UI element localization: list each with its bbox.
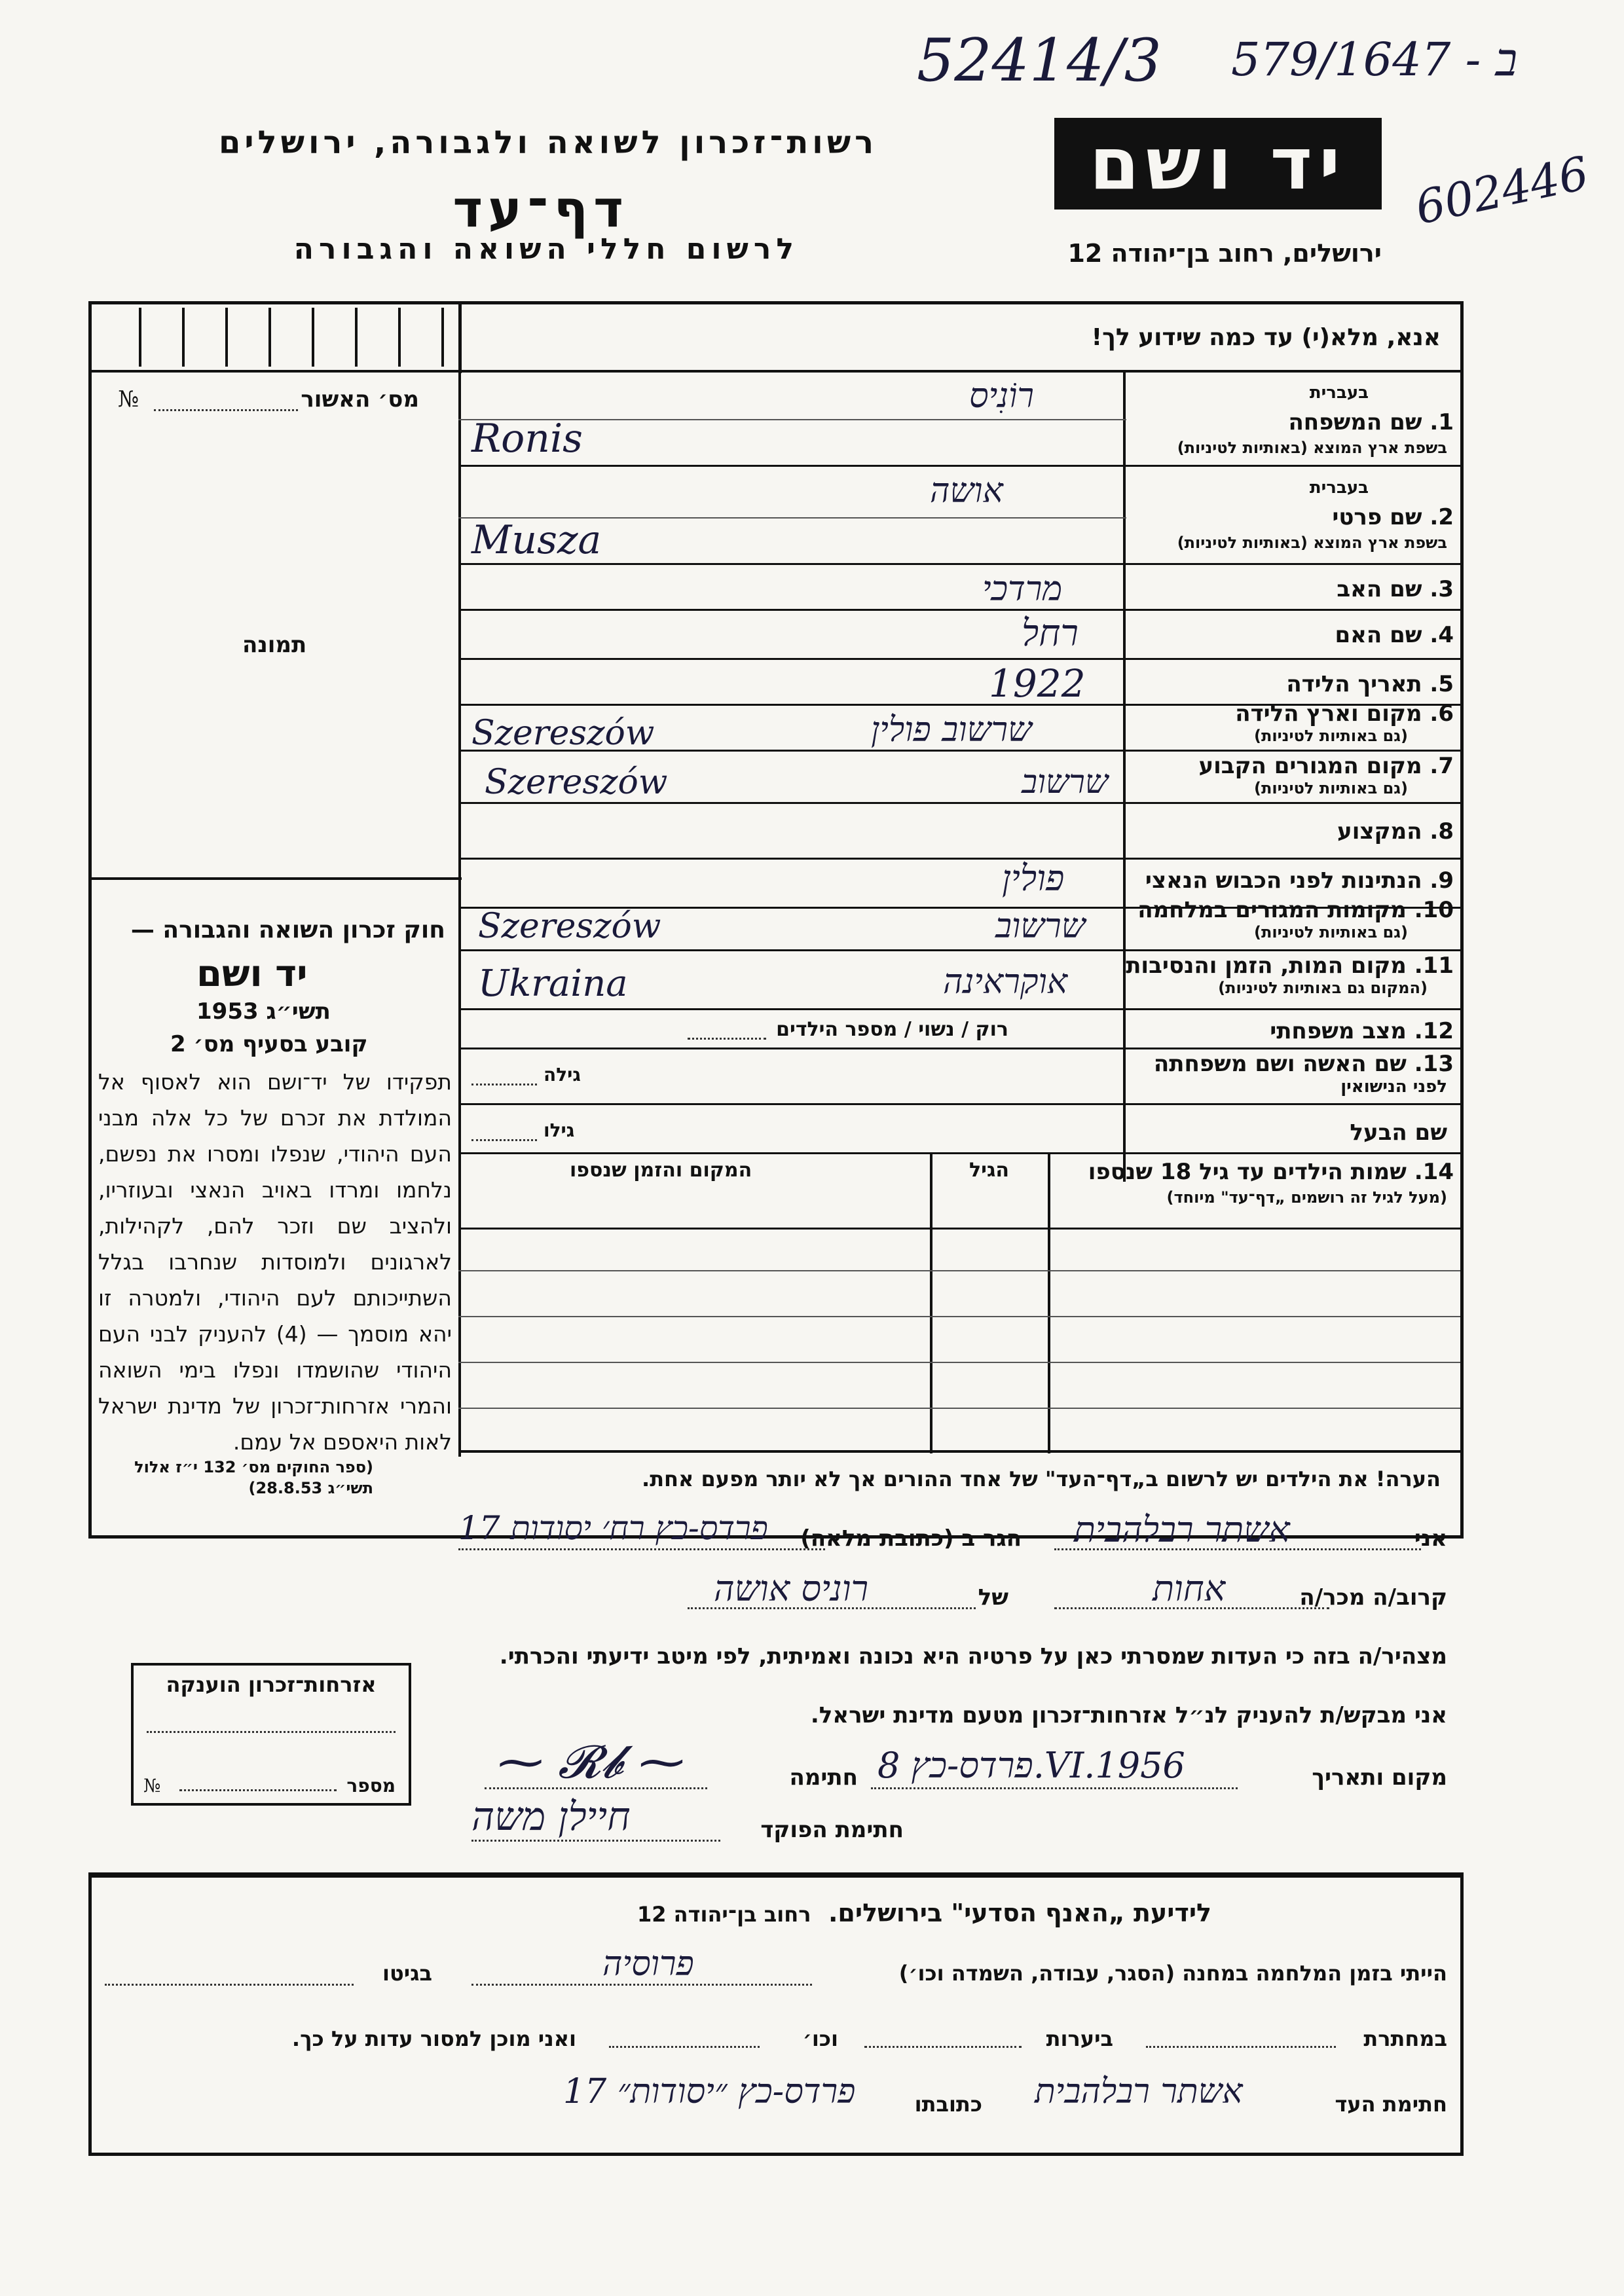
yad-vashem-logo: יד ושם xyxy=(1054,118,1382,210)
field-7-label: 7. מקום המגורים הקבוע xyxy=(1198,753,1454,779)
field-10-value-latin: Szereszów xyxy=(478,907,661,946)
field-2-hebrew-tag: בעברית xyxy=(1309,478,1369,498)
relative-value: אחות xyxy=(1153,1568,1226,1609)
field-1-hebrew-tag: בעברית xyxy=(1309,383,1369,403)
sidebar-logo: יד ושם xyxy=(196,953,308,995)
field-1-value-latin: Ronis xyxy=(471,416,583,462)
field-5-label: 5. תאריך הלידה xyxy=(1286,671,1454,697)
approval-number-sign: № xyxy=(118,386,139,412)
sidebar-source: (ספר החוקים מס׳ 132 י״ז אלול תשי״ג 28.8.53) xyxy=(134,1458,373,1497)
signature-label: חתימה xyxy=(789,1764,858,1791)
children-remark: הערה! את הילדים יש לרשום ב„דף־העד" של אחד ההורים אך לא יותר מפעם אחת. xyxy=(642,1467,1441,1491)
field-12-label: 12. מצב משפחתי xyxy=(1270,1018,1454,1044)
field-6-value-hebrew: שרשוב פולין xyxy=(871,710,1032,750)
field-9-value: פולין xyxy=(1002,858,1065,899)
footer-underground-label: במחתרת xyxy=(1363,2026,1447,2051)
witness-address-label: כתובתו xyxy=(914,2092,982,2117)
husband-label: שם הבעל xyxy=(1350,1120,1447,1146)
address-label: הגר ב (כתובת מלאה) xyxy=(800,1525,1022,1552)
page-title: דף־עד xyxy=(452,180,629,239)
declaration-statement: מצהיר/ה בזה כי העדות שמסרתי כאן על פרטיה היא נכונה ואמיתית, לפי מיטב ידיעתי והכרתי. xyxy=(499,1643,1447,1669)
field-2-latin-note: בשפת ארץ המוצא (באותיות לטיניות) xyxy=(1177,534,1447,552)
field-6-note: (גם באותיות לטיניות) xyxy=(1254,727,1408,745)
declarant-label: אני xyxy=(1414,1525,1447,1552)
husband-age-label: גילו xyxy=(544,1120,575,1141)
field-9-label: 9. הנתינות לפני הכבוש הנאצי xyxy=(1145,867,1454,894)
sidebar-body: תפקידו של יד־ושם הוא לאסוף אל המולדת את זכרם של כל אלה מבני העם היהודי, שנפלו ומסרו את נפשם, נלחמו ומרדו באויב הנאצי ובעוזריו, ולהציב שם וזכר להם, לקהילות, לארגונים ולמוסדות שנחרבו בגלל השתייכותם לעם היהודי, ולמטרה זו יהא מוסמך — (4) להעניק לבני העם היהודי שהושמדו ונפלו בימי השואה והמרי אזרחות־זכרון של מדינת ישראל לאות היאספם אל עמם. xyxy=(98,1069,452,1455)
citizenship-box xyxy=(131,1663,411,1806)
field-1-latin-note: בשפת ארץ המוצא (באותיות לטיניות) xyxy=(1177,439,1447,457)
field-1-value-hebrew: רוֹנִיס xyxy=(969,376,1034,416)
law-title: חוק זכרון השואה והגבורה — xyxy=(130,917,445,943)
field-13-label: 13. שם האשה ושם משפחתה xyxy=(1153,1051,1454,1077)
footer-ghetto-label: בגיטו xyxy=(382,1961,432,1986)
field-14-note: (מעל לגיל זה רושמים „דף־עד" מיוחד) xyxy=(1166,1188,1447,1207)
footer-camp-value: פרוסיה xyxy=(602,1944,694,1984)
field-2-label: 2. שם פרטי xyxy=(1332,504,1454,530)
field-2-value-hebrew: אושה xyxy=(930,471,1003,511)
declarant-address: פרדס-כץ רח׳ יסודות 17 xyxy=(458,1509,768,1547)
field-11-value-latin: Ukraina xyxy=(478,962,628,1005)
officer-signature-label: חתימת הפוקד xyxy=(760,1817,904,1843)
citizenship-box-title: אזרחות־זכרון הוענקה xyxy=(166,1672,377,1697)
children-place-header: המקום והזמן שנספו xyxy=(570,1159,752,1182)
witness-signature-label: חתימת העד xyxy=(1335,2092,1447,2117)
field-4-label: 4. שם האם xyxy=(1335,622,1454,648)
field-3-label: 3. שם האב xyxy=(1337,576,1454,602)
handwritten-ref-3: 602446 xyxy=(1411,146,1593,235)
citizenship-request: אני מבקש/ת להעניק לנ״ל אזרחות־זכרון מטעם מדינת ישראל. xyxy=(810,1702,1447,1728)
citizenship-number-sign: № xyxy=(143,1775,161,1796)
header-address: ירושלים, רחוב בן־יהודה 12 xyxy=(1067,239,1382,268)
photo-label: תמונה xyxy=(242,632,307,658)
field-12-options: רוק / נשוי / מספר הילדים xyxy=(776,1018,1008,1041)
place-date-label: מקום ותאריך xyxy=(1312,1764,1447,1791)
footer-title: לידיעת „האנף הסדעי" בירושלים. רחוב בן־יהודה 12 xyxy=(637,1899,1211,1927)
of-label: של xyxy=(978,1584,1008,1611)
footer-etc-label: וכו׳ xyxy=(802,2026,838,2051)
field-5-value: 1922 xyxy=(989,661,1086,706)
officer-signature: חיילן משה xyxy=(471,1794,631,1840)
handwritten-ref-2: 579/ב - 1647 xyxy=(1231,33,1518,86)
field-3-value: מרדכי xyxy=(982,570,1063,609)
footer-testimony-offer: ואני מוכן למסור עדות על כך. xyxy=(291,2026,576,2051)
witness-address: פרדס-כץ ״יסודות״ 17 xyxy=(563,2072,856,2111)
citizenship-number-label: מספר xyxy=(346,1775,396,1796)
field-4-value: רחל xyxy=(1022,612,1079,655)
field-7-note: (גם באותיות לטיניות) xyxy=(1254,779,1408,797)
form-intro: אנא, מלא(י) עד כמה שידוע לך! xyxy=(1091,324,1441,351)
page-subtitle: לרשום חללי השואה והגבורה xyxy=(293,232,799,266)
footer-camp-line: הייתי בזמן המלחמה במחנה (הסגר, עבודה, השמדה וכו׳) xyxy=(898,1961,1447,1986)
field-14-label: 14. שמות הילדים עד גיל 18 שנספו xyxy=(1088,1159,1454,1185)
field-13-note: לפני הנישואין xyxy=(1340,1077,1447,1097)
witness-signature: אשתר רבלהבית xyxy=(1035,2072,1243,2111)
authority-name: רשות־זכרון לשואה ולגבורה, ירושלים xyxy=(218,124,877,161)
handwritten-ref-1: 52414/3 xyxy=(917,26,1162,95)
place-date-value: פרדס-כץ 8.VI.1956 xyxy=(877,1745,1185,1786)
field-10-note: (גם באותיות לטיניות) xyxy=(1254,923,1408,941)
field-8-label: 8. המקצוע xyxy=(1337,818,1454,845)
footer-forests-label: ביערות xyxy=(1046,2026,1113,2051)
field-10-value-hebrew: שרשוב xyxy=(995,907,1086,946)
approval-boxes xyxy=(98,308,452,367)
field-11-value-hebrew: אוקראינה xyxy=(943,962,1068,1002)
field-7-value-latin: Szereszów xyxy=(485,763,668,802)
field-1-label: 1. שם המשפחה xyxy=(1288,409,1454,435)
field-2-value-latin: Musza xyxy=(471,517,602,563)
field-7-value-hebrew: שרשוב xyxy=(1022,763,1109,801)
field-10-label: 10. מקומות המגורים במלחמה xyxy=(1137,897,1454,923)
field-11-label: 11. מקום המות, הזמן והנסיבות xyxy=(1126,953,1454,979)
approval-number-label: מס׳ האשור xyxy=(301,386,419,412)
sidebar-year: תשי״ג 1953 xyxy=(196,998,331,1025)
field-6-value-latin: Szereszów xyxy=(471,714,655,753)
field-11-note: (המקום גם באותיות לטיניות) xyxy=(1218,979,1428,997)
declarant-name: אשתר רבלהבית xyxy=(1074,1509,1290,1550)
field-13-age-label: גילה xyxy=(544,1064,581,1085)
of-value: רוניס אושה xyxy=(714,1568,869,1609)
sidebar-clause: קובע בסעיף מס׳ 2 xyxy=(170,1031,368,1057)
signature: ⁓ 𝓡𝓫 ⁓ xyxy=(498,1735,685,1789)
relative-label: קרוב/ה מכר/ה xyxy=(1299,1584,1447,1611)
children-age-header: הגיל xyxy=(969,1159,1009,1182)
field-6-label: 6. מקום וארץ הלידה xyxy=(1235,701,1454,727)
